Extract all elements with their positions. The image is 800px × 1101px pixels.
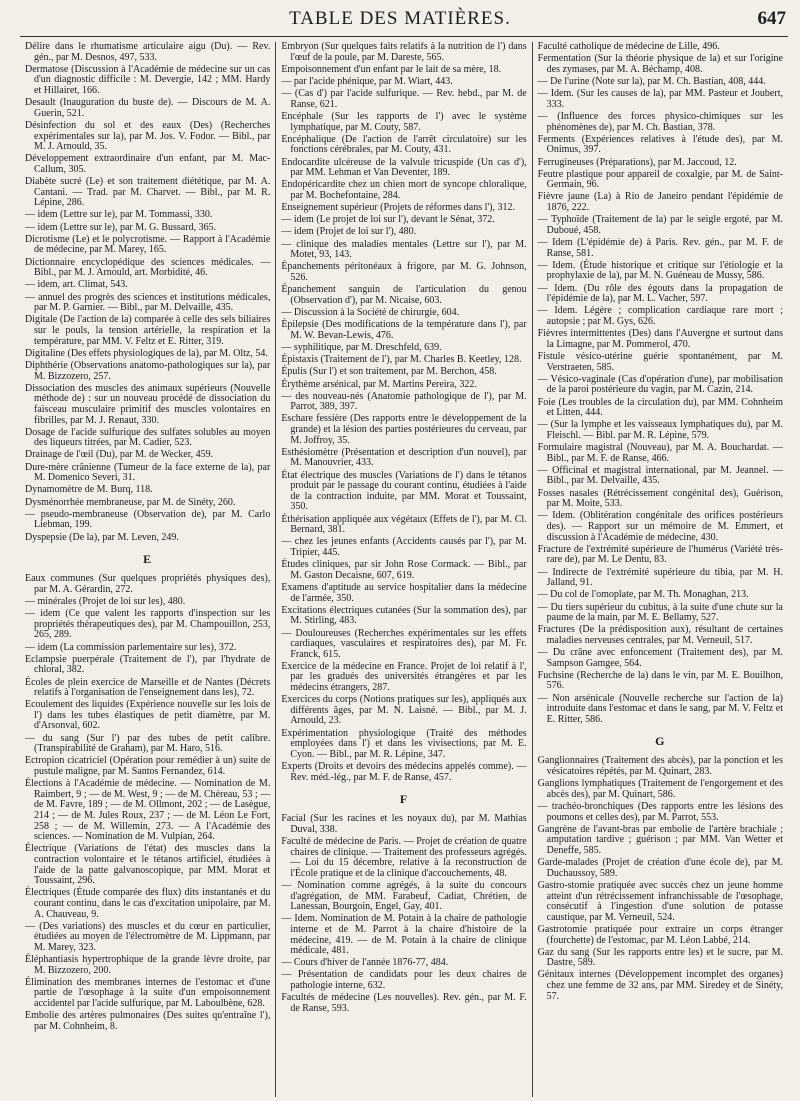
index-entry: — Nomination comme agrégés, à la suite du concours d'agrégation, de MM. Farabeuf, Cadiat, Chrétien, de Lanessan, Bourgoin, Engel, Gay, 401. xyxy=(281,879,527,913)
index-entry: — par l'acide phénique, par M. Wiart, 443. xyxy=(281,75,453,87)
index-entry: Électriques (Étude comparée des flux) dits instantanés et du courant continu, dans le cas d'excitation unipolaire, par M. A. Chauveau, 9. xyxy=(25,887,271,920)
index-entry: — Idem. (Étude historique et critique sur l'étiologie et la prophylaxie de la), par M. N. Guéneau de Mussy, 586. xyxy=(537,259,783,282)
index-entry: Formulaire magistral (Nouveau), par M. A. Bouchardat. — Bibl., par M. F. de Ranse, 466. xyxy=(537,442,783,464)
index-entry: — Du crâne avec enfoncement (Traitement des), par M. Sampson Gamgee, 564. xyxy=(537,647,783,669)
index-entry: Épistaxis (Traitement de l'), par M. Charles B. Keetley, 128. xyxy=(281,354,522,366)
index-entry: Diphthérie (Observations anatomo-pathologiques sur la), par M. Bizzozero, 257. xyxy=(25,359,271,382)
index-entry: — idem (Projet de loi sur l'), 480. xyxy=(281,226,417,238)
index-entry: Élections à l'Académie de médecine. — Nomination de M. Raimbert, 9 ; — de M. West, 9 ; — de M. Chéreau, 53 ; — de M. Favre, 189 ; — de M. Ollmont, 202 ; — de Lasègue, 214 ; — de M. Jules Roux, 237 ; — de M. Léon Le Fort, 258 ; — de M. Willemin, 273. — A l'Académie des sciences. — Nomination de M. Vulpian, 264. xyxy=(25,778,271,843)
index-entry: — Idem. Légère ; complication cardiaque rare mort ; autopsie ; par M. Gys, 626. xyxy=(537,305,783,327)
index-entry: — (Cas d') par l'acide sulfurique. — Rev. hebd., par M. de Ranse, 621. xyxy=(281,88,527,110)
column-1 xyxy=(20,42,275,1097)
index-entry: Fracture de l'extrémité supérieure de l'humérus (Variété très-rare de), par M. Le Dentu, 83. xyxy=(537,543,783,566)
index-entry: Exercice de la médecine en France. Projet de loi relatif à l', par les gradués des universités étrangères et par les médecins étrangers, 287. xyxy=(281,660,527,694)
index-entry: Eschare fessière (Des rapports entre le développement de la grande) et la lésion des parties postérieures du cerveau, par M. Joffroy, 35. xyxy=(281,413,527,446)
index-entry: — Douloureuses (Recherches expérimentales sur les effets cardiaques, vasculaires et respiratoires des), par M. Fr. Franck, 615. xyxy=(281,627,527,660)
index-columns xyxy=(20,42,788,1097)
index-entry: Ferments (Expériences relatives à l'étude des), par M. Onimus, 397. xyxy=(537,133,783,156)
index-entry: Experts (Droits et devoirs des médecins appelés comme). — Rev. méd.-lég., par M. F. de Ranse, 457. xyxy=(281,761,527,783)
index-entry: État électrique des muscles (Variations de l') dans le tétanos produit par le passage du courant continu, étudiées à l'aide de la contraction induite, par MM. Morat et Toussaint, 350. xyxy=(281,469,527,513)
index-entry: Épilepsie (Des modifications de la température dans l'), par M. W. Bevan-Lewis, 476. xyxy=(281,319,527,341)
index-entry: Endocardite ulcéreuse de la valvule tricuspide (Un cas d'), par MM. Lehman et Van Deventer, 189. xyxy=(281,156,527,179)
index-entry: Feutre plastique pour appareil de coxalgie, par M. de Saint-Germain, 96. xyxy=(537,168,783,191)
index-entry: Faculté catholique de médecine de Lille, 496. xyxy=(537,42,720,52)
index-entry: — Idem (L'épidémie de) à Paris. Rev. gén., par M. F. de Ranse, 581. xyxy=(537,237,783,259)
index-entry: Drainage de l'œil (Du), par M. de Wecker, 459. xyxy=(25,449,214,461)
index-entry: Ganglions lymphatiques (Traitement de l'engorgement et des abcès des), par M. Quinart, 586. xyxy=(537,778,783,800)
section-letter: G xyxy=(655,734,666,749)
index-entry: Études cliniques, par sir John Rose Cormack. — Bibl., par M. Gaston Decaisne, 607, 619. xyxy=(281,559,527,581)
index-entry: Fistule vésico-utérine guérie spontanément, par M. Verstraeten, 585. xyxy=(537,350,783,373)
index-entry: Gangrène de l'avant-bras par embolie de l'artère brachiale ; amputation tardive ; guérison ; par MM. Van Wetter et Deneffe, 585. xyxy=(537,823,783,856)
index-entry: Électrique (Variations de l'état) des muscles dans la contraction volontaire et le tétanos artificiel, étudiées à l'aide de la patte galvanoscopique, par MM. Morat et Toussaint, 296. xyxy=(25,843,271,887)
index-entry: — idem (La commission parlementaire sur les), 372. xyxy=(25,641,237,653)
index-entry: — des nouveau-nés (Anatomie pathologique de l'), par M. Parrot, 389, 397. xyxy=(281,390,527,413)
index-entry: — (Des variations) des muscles et du cœur en particulier, étudiées au moyen de l'électromètre de M. Lippmann, par M. Marey, 323. xyxy=(25,920,271,953)
index-entry: Eaux communes (Sur quelques propriétés physiques des), par M. A. Gérardin, 272. xyxy=(25,573,271,595)
index-entry: Desault (Inauguration du buste de). — Discours de M. A. Guerin, 521. xyxy=(25,97,271,119)
index-entry: Encéphalique (De l'action de l'arrêt circulatoire) sur les fonctions cérébrales, par M. Couty, 431. xyxy=(281,133,527,156)
index-entry: — Indirecte de l'extrémité supérieure du tibia, par M. H. Jalland, 91. xyxy=(537,566,783,589)
index-entry: Expérimentation physiologique (Traité des méthodes employées dans l') et dans les vivisections, par M. E. Cyon. — Bibl., par M. R. Lépine, 347. xyxy=(281,727,527,760)
index-entry: Dyspepsie (De la), par M. Leven, 249. xyxy=(25,531,179,543)
page-number: 647 xyxy=(757,8,786,29)
index-entry: Endopéricardite chez un chien mort de syncope chloralique, par M. Bochefontaine, 284. xyxy=(281,179,527,201)
index-entry: — idem, art. Climat, 543. xyxy=(25,279,128,291)
index-entry: — idem (Lettre sur le), par M. Tommassi, 330. xyxy=(25,209,213,221)
index-entry: Élimination des membranes internes de l'estomac et d'une partie de l'œsophage à la suite d'un empoisonnement accidentel par l'acide sulfurique, par M. Laboulbène, 628. xyxy=(25,976,271,1010)
index-entry: Érythème arsénical, par M. Martins Pereira, 322. xyxy=(281,378,477,390)
index-entry: Dicrotisme (Le) et le polycrotisme. — Rapport à l'Académie de médecine, par M. Marey, 165. xyxy=(25,233,271,256)
index-entry: Empoisonnement d'un enfant par le lait de sa mère, 18. xyxy=(281,63,502,75)
index-entry: — Vésico-vaginale (Cas d'opération d'une), par mobilisation de la paroi postérieure du vagin, par M. Cazin, 214. xyxy=(537,373,783,396)
running-title: TABLE DES MATIÈRES. xyxy=(289,8,511,29)
index-entry: — Idem. Nomination de M. Potain à la chaire de pathologie interne et de M. Parrot à la chaire d'histoire de la médecine, 419. — de M. Potain à la chaire de clinique médicale, 481. xyxy=(281,913,527,957)
index-entry: — Discussion à la Société de chirurgie, 604. xyxy=(281,306,460,318)
index-entry: Dermatose (Discussion à l'Académie de médecine sur un cas d'un diagnostic difficile : M. Devergie, 142 ; MM. Hardy et Hillairet, 166. xyxy=(25,63,271,96)
index-entry: Embryon (Sur quelques faits relatifs à la nutrition de l') dans l'œuf de la poule, par M. Dareste, 565. xyxy=(281,42,527,63)
index-entry: Excitations électriques cutanées (Sur la sommation des), par M. Stirling, 483. xyxy=(281,604,527,627)
index-entry: Génitaux internes (Développement incomplet des organes) chez une femme de 32 ans, par MM. Siredey et de Sinéty, 57. xyxy=(537,969,783,1002)
index-entry: Dynamomètre de M. Burq, 118. xyxy=(25,484,153,496)
index-entry: — pseudo-membraneuse (Observation de), par M. Carlo Liebman, 199. xyxy=(25,508,271,531)
index-entry: — Du tiers supérieur du cubitus, à la suite d'une chute sur la paume de la main, par M. E. Bellamy, 527. xyxy=(537,601,783,624)
section-letter: E xyxy=(143,552,153,567)
index-entry: Facial (Sur les racines et les noyaux du), par M. Mathias Duval, 338. xyxy=(281,813,527,835)
column-3 xyxy=(532,42,788,1097)
index-entry: — (Sur la lymphe et les vaisseaux lymphatiques du), par M. Fleischl. — Bibl. par M. R. Lépine, 579. xyxy=(537,419,783,441)
index-entry: — du sang (Sur l') par des tubes de petit calibre. (Transpirabilité de Graham), par M. Haro, 516. xyxy=(25,732,271,755)
section-letter: F xyxy=(399,792,409,807)
index-entry: — idem (Le projet de loi sur l'), devant le Sénat, 372. xyxy=(281,214,495,226)
index-entry: Dosage de l'acide sulfurique des sulfates solubles au moyen des liqueurs titrées, par M. Cadier, 523. xyxy=(25,426,271,449)
index-entry: Ferrugineuses (Préparations), par M. Jaccoud, 12. xyxy=(537,156,737,168)
index-entry: Fermentation (Sur la théorie physique de la) et sur l'origine des zymases, par M. A. Béchamp, 408. xyxy=(537,53,783,75)
index-entry: — (Influence des forces physico-chimiques sur les phénomènes de), par M. Ch. Bastian, 378. xyxy=(537,110,783,133)
index-entry: — Typhoïde (Traitement de la) par le seigle ergoté, par M. Duboué, 458. xyxy=(537,214,783,236)
index-entry: Diabète sucré (Le) et son traitement diététique, par M. A. Cantani. — Trad. par M. Charvet. — Bibl., par M. R. Lépine, 286. xyxy=(25,176,271,209)
page-header xyxy=(0,8,800,36)
index-entry: Dictionnaire encyclopédique des sciences médicales. — Bibl., par M. J. Arnould, art. Morbidité, 46. xyxy=(25,256,271,279)
column-2 xyxy=(275,42,531,1097)
header-rule xyxy=(20,36,788,37)
index-entry: Exercices du corps (Notions pratiques sur les), appliqués aux différents âges, par M. N. Laisné. — Bibl., par M. J. Arnould, 23. xyxy=(281,694,527,727)
index-entry: Gaz du sang (Sur les rapports entre les) et le sucre, par M. Dastre, 589. xyxy=(537,946,783,969)
index-entry: Dissociation des muscles des animaux supérieurs (Nouvelle méthode de) : sur un nouveau procédé de dissociation du faisceau musculaire primitif des muscles volontaires en fibrilles, par M. J. Renaut, 330. xyxy=(25,382,271,426)
index-entry: Digitaline (Des effets physiologiques de la), par M. Oltz, 54. xyxy=(25,347,268,359)
index-entry: Foie (Les troubles de la circulation du), par MM. Cohnheim et Litten, 444. xyxy=(537,396,783,419)
index-entry: — Du col de l'omoplate, par M. Th. Monaghan, 213. xyxy=(537,589,749,601)
index-entry: Éléphantiasis hypertrophique de la grande lèvre droite, par M. Bizzozero, 200. xyxy=(25,954,271,976)
index-entry: Faculté de médecine de Paris. — Projet de création de quatre chaires de clinique. — Traitement des professeurs agrégés. — Loi du 15 décembre, relative à la reconstruction de l'École pratique et de la clinique d'accouchements, 48. xyxy=(281,835,527,879)
index-entry: Éthérisation appliquée aux végétaux (Effets de l'), par M. Cl. Bernard, 381. xyxy=(281,513,527,536)
index-entry: — minérales (Projet de loi sur les), 480. xyxy=(25,595,186,607)
index-entry: Encéphale (Sur les rapports de l') avec le système lymphatique, par M. Couty, 587. xyxy=(281,110,527,133)
index-entry: — Idem. (Du rôle des égouts dans la propagation de l'épidémie de la), par M. L. Vacher, 597. xyxy=(537,282,783,305)
index-entry: Dure-mère crânienne (Tumeur de la face externe de la), par M. Domenico Severi, 31. xyxy=(25,461,271,484)
index-entry: — Idem. (Oblitération congénitale des orifices postérieurs des). — Rapport sur un mémoire de M. Emmert, et discussion à l'Académie de médecine, 430. xyxy=(537,510,783,543)
index-entry: — syphilitique, par M. Dreschfeld, 639. xyxy=(281,341,442,353)
index-entry: — idem (Lettre sur le), par M. G. Bussard, 365. xyxy=(25,221,217,233)
index-entry: Développement extraordinaire d'un enfant, par M. Mac-Callum, 305. xyxy=(25,153,271,175)
index-entry: Écoles de plein exercice de Marseille et de Nantes (Décrets relatifs à l'organisation de l'enseignement dans les), 72. xyxy=(25,676,271,699)
index-entry: Délire dans le rhumatisme articulaire aigu (Du). — Rev. gén., par M. Desnos, 497, 533. xyxy=(25,42,271,63)
index-entry: Facultés de médecine (Les nouvelles). Rev. gén., par M. F. de Ranse, 593. xyxy=(281,992,527,1014)
index-entry: Gastrotomie pratiquée pour extraire un corps étranger (fourchette) de l'estomac, par M. Léon Labbé, 214. xyxy=(537,923,783,946)
index-entry: Dysménorrhée membraneuse, par M. de Sinéty, 260. xyxy=(25,496,236,508)
index-entry: Épanchements péritonéaux à frigore, par M. G. Johnson, 526. xyxy=(281,261,527,283)
index-entry: — Présentation de candidats pour les deux chaires de pathologie interne, 632. xyxy=(281,969,527,992)
index-entry: Examens d'aptitude au service hospitalier dans la médecine de l'armée, 350. xyxy=(281,581,527,604)
index-entry: Fractures (De la prédisposition aux), résultant de certaines maladies nerveuses centrales, par M. Verneuil, 517. xyxy=(537,624,783,646)
index-entry: Gastro-stomie pratiquée avec succès chez un jeune homme atteint d'un rétrécissement infranchissable de l'œsophage, consécutif à l'ingestion d'une solution de potasse caustique, par M. Verneuil, 524. xyxy=(537,879,783,923)
index-entry: — Officinal et magistral international, par M. Jeannel. — Bibl., par M. Delvaille, 435. xyxy=(537,464,783,487)
index-entry: Fièvre jaune (La) à Rio de Janeiro pendant l'épidémie de 1876, 222. xyxy=(537,191,783,214)
index-entry: — Non arsénicale (Nouvelle recherche sur l'action de la) introduite dans l'estomac et dans le sang, par M. V. Feltz et E. Ritter, 586. xyxy=(537,692,783,725)
index-entry: — Cours d'hiver de l'année 1876-77, 484. xyxy=(281,957,449,969)
index-entry: Désinfection du sol et des eaux (Des) (Recherches expérimentales sur la), par M. Jos. V. Fodor. — Bibl., par M. J. Arnould, 35. xyxy=(25,119,271,153)
index-entry: Épanchement sanguin de l'articulation du genou (Observation d'), par M. Nicaise, 603. xyxy=(281,284,527,306)
index-entry: Épulis (Sur l') et son traitement, par M. Berchon, 458. xyxy=(281,366,497,378)
index-entry: — trachéo-bronchiques (Des rapports entre les lésions des poumons et celles des), par M. Parrot, 553. xyxy=(537,801,783,823)
index-entry: Fièvres intermittentes (Des) dans l'Auvergne et surtout dans la Limagne, par M. Pommerol, 470. xyxy=(537,328,783,350)
index-entry: Digitale (De l'action de la) comparée à celle des sels biliaires sur le pouls, la tension artérielle, la respiration et la température, par MM. V. Feltz et E. Ritter, 319. xyxy=(25,314,271,347)
index-entry: Enseignement supérieur (Projets de réformes dans l'), 312. xyxy=(281,202,516,214)
index-entry: — Idem. (Sur les causes de la), par MM. Pasteur et Joubert, 333. xyxy=(537,88,783,110)
index-entry: Ganglionnaires (Traitement des abcès), par la ponction et les vésicatoires répétés, par M. Quinart, 283. xyxy=(537,755,783,778)
index-entry: Garde-malades (Projet de création d'une école de), par M. Duchaussoy, 589. xyxy=(537,857,783,879)
index-entry: — idem (Ce que valent les rapports d'inspection sur les propriétés thérapeutiques des), par M. Champouillon, 253, 265, 289. xyxy=(25,608,271,641)
index-entry: Eclampsie puerpérale (Traitement de l'), par l'hydrate de chloral, 382. xyxy=(25,653,271,676)
index-entry: Ectropion cicatriciel (Opération pour remédier à un) suite de pustule maligne, par M. Santos Fernandez, 614. xyxy=(25,755,271,778)
index-entry: Fosses nasales (Rétrécissement congénital des), Guérison, par M. Moite, 533. xyxy=(537,487,783,510)
index-entry: — annuel des progrès des sciences et institutions médicales, par M. P. Garnier. — Bibl., par M. Delvaille, 435. xyxy=(25,291,271,314)
index-entry: — chez les jeunes enfants (Accidents causés par l'), par M. Tripier, 445. xyxy=(281,536,527,558)
index-entry: Esthésiomètre (Présentation et description d'un nouvel), par M. Manouvrier, 433. xyxy=(281,446,527,469)
index-entry: — clinique des maladies mentales (Lettre sur l'), par M. Motet, 93, 143. xyxy=(281,238,527,261)
index-entry: — De l'urine (Note sur la), par M. Ch. Bastian, 408, 444. xyxy=(537,75,766,87)
index-entry: Embolie des artères pulmonaires (Des suites qu'entraîne l'), par M. Cohnheim, 8. xyxy=(25,1010,271,1032)
index-entry: Fuchsine (Recherche de la) dans le vin, par M. E. Bouilhon, 576. xyxy=(537,669,783,692)
index-entry: Ecoulement des liquides (Expérience nouvelle sur les lois de l') dans les tubes élastiques de petit diamètre, par M. d'Arsonval, 602. xyxy=(25,699,271,732)
